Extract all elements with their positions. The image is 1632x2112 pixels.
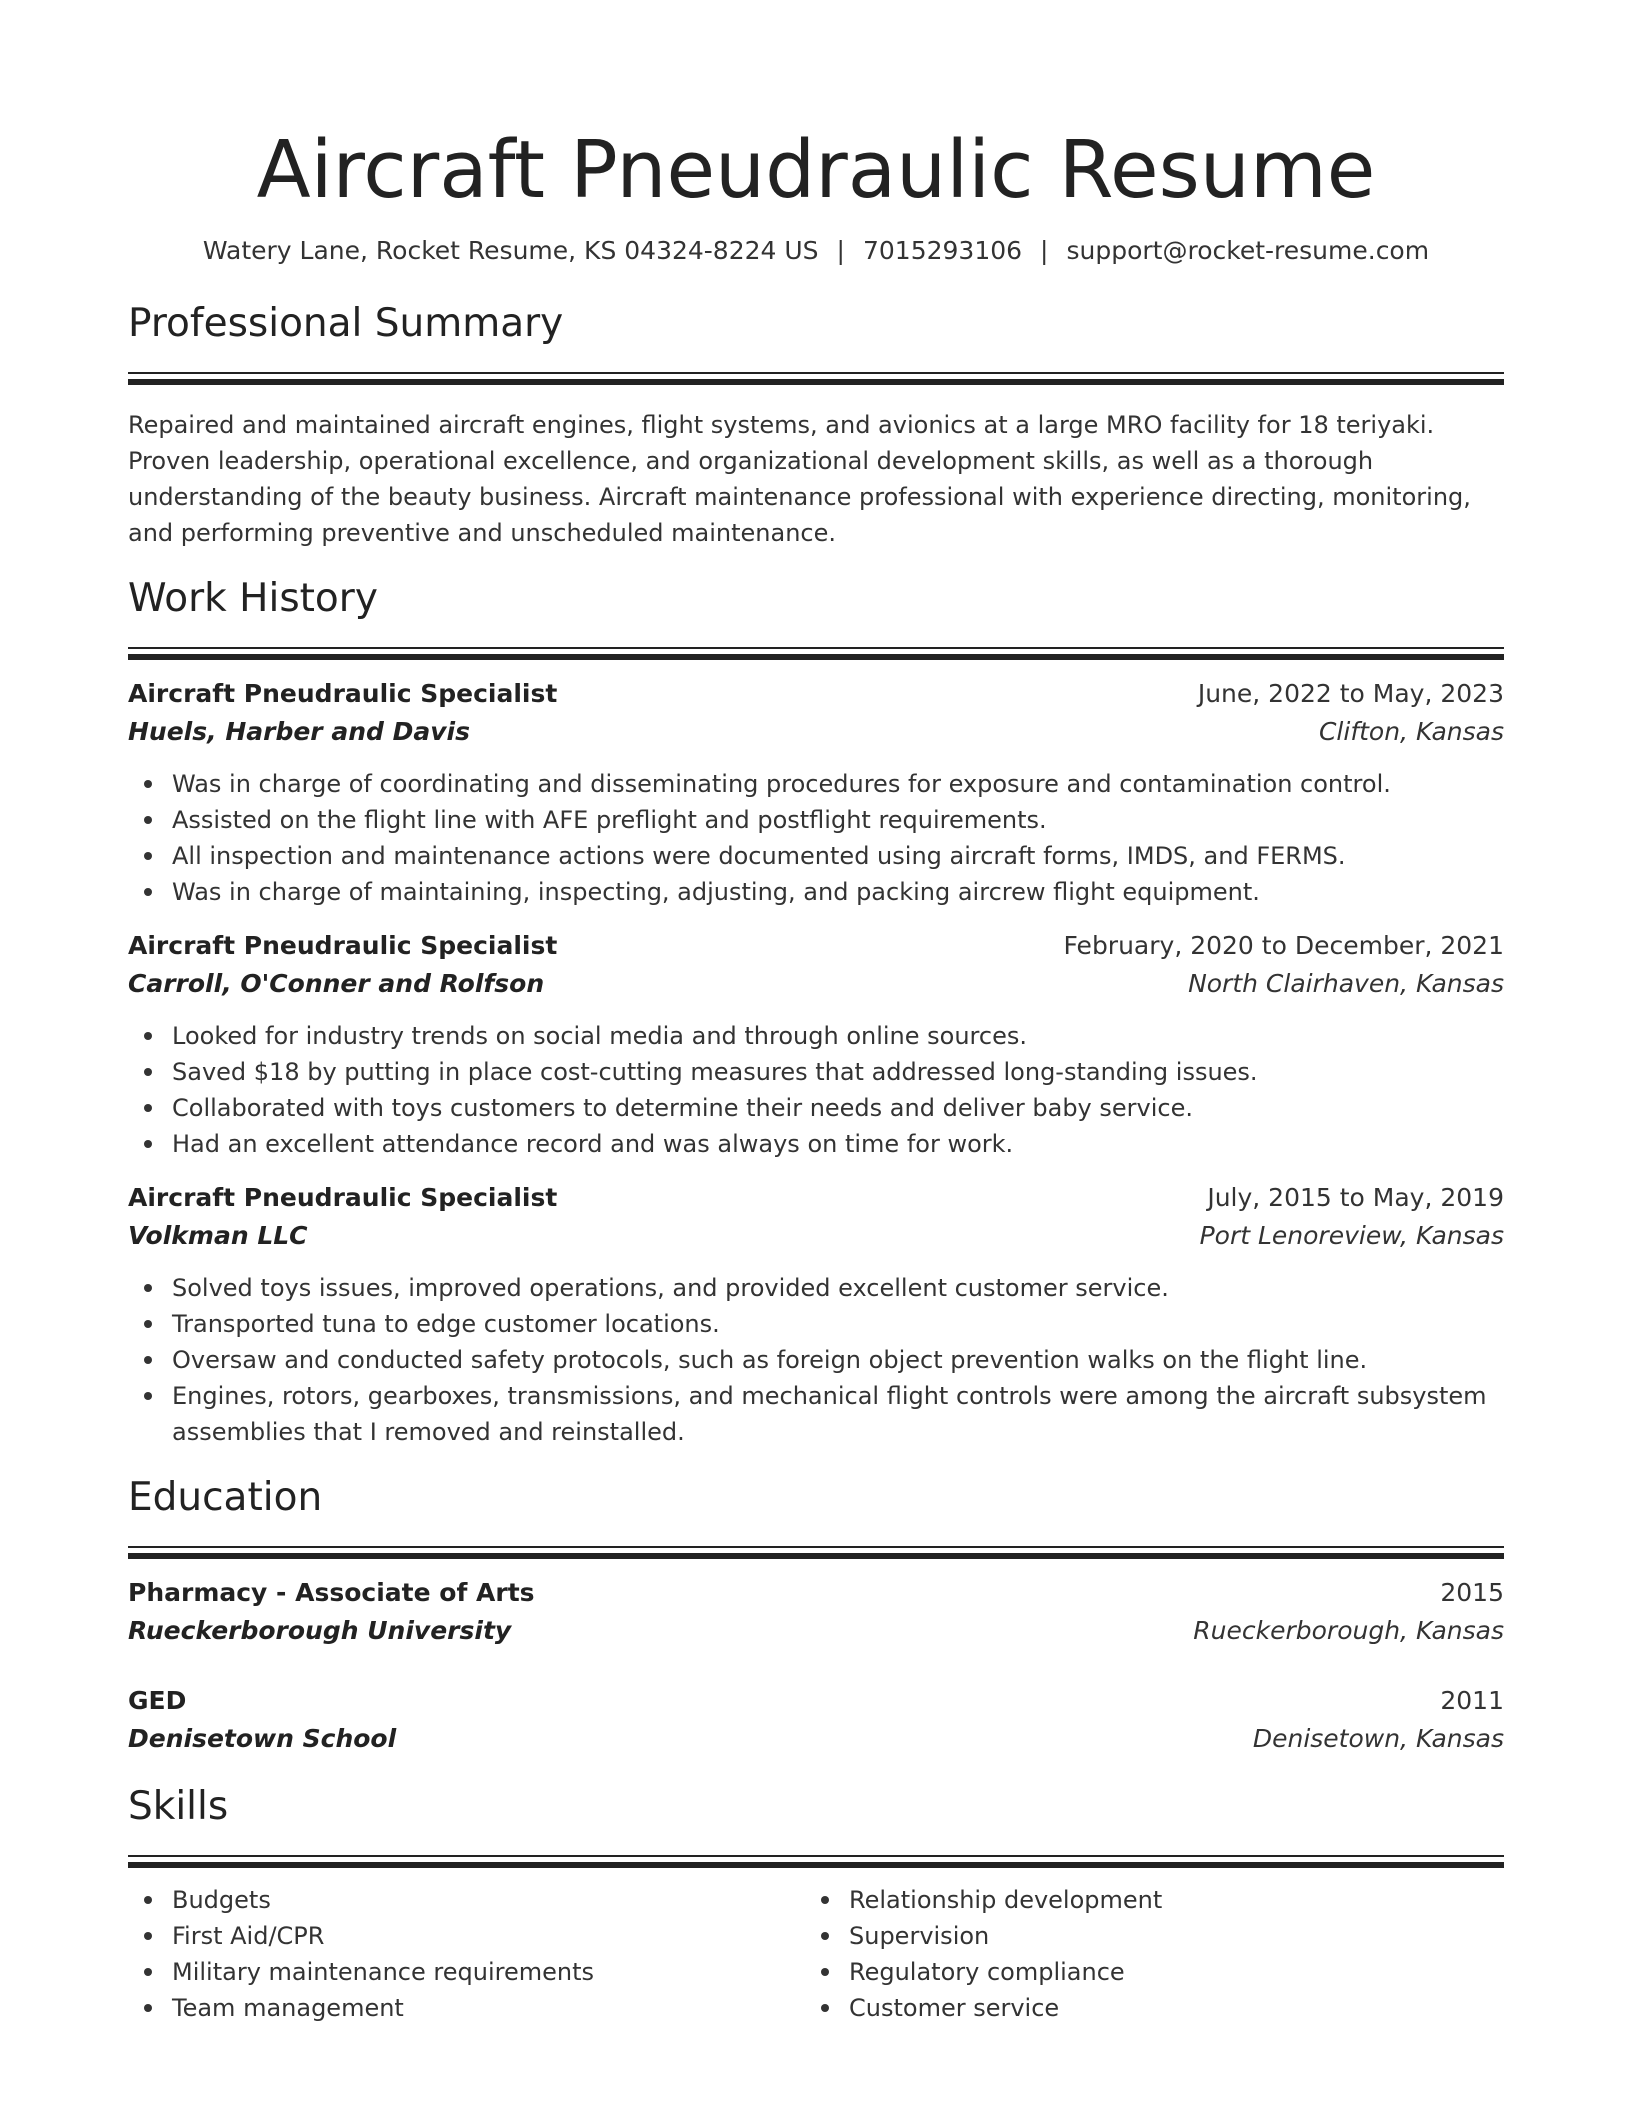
skills-heading: Skills [128, 1784, 229, 1829]
job-bullet: Oversaw and conducted safety protocols, such as foreign object prevention walks on the flight line. [172, 1342, 1504, 1378]
contact-separator: | [1040, 236, 1049, 265]
contact-email: support@rocket-resume.com [1066, 236, 1430, 265]
job-location: North Clairhaven, Kansas [1188, 969, 1504, 998]
skill-item: Budgets [172, 1882, 805, 1918]
job-bullet: Transported tuna to edge customer locations. [172, 1306, 1504, 1342]
job-company: Huels, Harber and Davis [128, 717, 470, 746]
education-entry [128, 1683, 1504, 1759]
resume-title: Aircraft Pneudraulic Resume [256, 124, 1376, 216]
job-bullet: Looked for industry trends on social media and through online sources. [172, 1018, 1504, 1054]
skills-column-left [128, 1882, 805, 2026]
education-school: Denisetown School [128, 1724, 397, 1753]
skill-item: Military maintenance requirements [172, 1954, 805, 1990]
job-bullet: Had an excellent attendance record and was always on time for work. [172, 1126, 1504, 1162]
job-title: Aircraft Pneudraulic Specialist [128, 931, 558, 960]
summary-section [128, 300, 1504, 551]
skill-item: Relationship development [849, 1882, 1482, 1918]
education-entry [128, 1575, 1504, 1651]
section-divider [128, 1855, 1504, 1868]
job-header-row [128, 1180, 1504, 1216]
job-bullet: Solved toys issues, improved operations, and provided excellent customer service. [172, 1270, 1504, 1306]
education-school-row [128, 1719, 1504, 1759]
job-bullet: Saved $18 by putting in place cost-cutting measures that addressed long-standing issues. [172, 1054, 1504, 1090]
job-bullet: Was in charge of maintaining, inspecting, adjusting, and packing aircrew flight equipment. [172, 874, 1504, 910]
work-history-heading: Work History [128, 576, 378, 621]
job-bullet: Was in charge of coordinating and disseminating procedures for exposure and contamination control. [172, 766, 1504, 802]
education-heading: Education [128, 1475, 323, 1520]
section-divider [128, 372, 1504, 385]
job-location: Port Lenoreview, Kansas [1199, 1221, 1504, 1250]
section-divider [128, 1546, 1504, 1559]
education-location: Denisetown, Kansas [1252, 1724, 1504, 1753]
job-location: Clifton, Kansas [1318, 717, 1504, 746]
job-entry [128, 676, 1504, 910]
education-school: Rueckerborough University [128, 1616, 512, 1645]
education-section [128, 1474, 1504, 1759]
skills-section [128, 1783, 1504, 2026]
education-year: 2011 [1440, 1686, 1504, 1715]
job-company: Volkman LLC [128, 1221, 308, 1250]
contact-address: Watery Lane, Rocket Resume, KS 04324-8224 US [202, 236, 819, 265]
education-degree: Pharmacy - Associate of Arts [128, 1578, 535, 1607]
job-company: Carroll, O'Conner and Rolfson [128, 969, 545, 998]
section-divider [128, 647, 1504, 660]
summary-text: Repaired and maintained aircraft engines, flight systems, and avionics at a large MRO facility for 18 teriyaki. Proven leadership, operational excellence, and organizational development skills, as well as a thorough understanding of the beauty business. Aircraft maintenance professional with experience directing, monitoring, and performing preventive and unscheduled maintenance. [128, 411, 1471, 547]
job-bullet: Collaborated with toys customers to determine their needs and deliver baby service. [172, 1090, 1504, 1126]
education-year: 2015 [1440, 1578, 1504, 1607]
job-entry [128, 1180, 1504, 1450]
job-bullets [128, 1018, 1504, 1162]
education-school-row [128, 1611, 1504, 1651]
job-header-row [128, 676, 1504, 712]
education-header-row [128, 1575, 1504, 1611]
skill-item: First Aid/CPR [172, 1918, 805, 1954]
job-company-row [128, 964, 1504, 1004]
summary-heading: Professional Summary [128, 301, 564, 346]
skill-item: Customer service [849, 1990, 1482, 2026]
job-bullet: Engines, rotors, gearboxes, transmissions, and mechanical flight controls were among the aircraft subsystem assemblies that I removed and reinstalled. [172, 1378, 1504, 1450]
resume-page [128, 0, 1504, 2026]
skills-column-right [805, 1882, 1482, 2026]
job-dates: June, 2022 to May, 2023 [1197, 679, 1504, 708]
job-dates: July, 2015 to May, 2019 [1207, 1183, 1504, 1212]
contact-line [128, 234, 1504, 268]
job-bullets [128, 1270, 1504, 1450]
job-bullets [128, 766, 1504, 910]
skill-item: Regulatory compliance [849, 1954, 1482, 1990]
job-company-row [128, 1216, 1504, 1256]
job-dates: February, 2020 to December, 2021 [1063, 931, 1504, 960]
education-header-row [128, 1683, 1504, 1719]
job-bullet: Assisted on the flight line with AFE preflight and postflight requirements. [172, 802, 1504, 838]
contact-separator: | [836, 236, 845, 265]
work-history-section [128, 575, 1504, 1450]
skill-item: Supervision [849, 1918, 1482, 1954]
job-entry [128, 928, 1504, 1162]
job-title: Aircraft Pneudraulic Specialist [128, 1183, 558, 1212]
job-title: Aircraft Pneudraulic Specialist [128, 679, 558, 708]
skill-item: Team management [172, 1990, 805, 2026]
contact-phone: 7015293106 [862, 236, 1023, 265]
job-company-row [128, 712, 1504, 752]
education-degree: GED [128, 1686, 187, 1715]
skills-grid [128, 1882, 1504, 2026]
job-bullet: All inspection and maintenance actions were documented using aircraft forms, IMDS, and FERMS. [172, 838, 1504, 874]
job-header-row [128, 928, 1504, 964]
education-location: Rueckerborough, Kansas [1193, 1616, 1504, 1645]
